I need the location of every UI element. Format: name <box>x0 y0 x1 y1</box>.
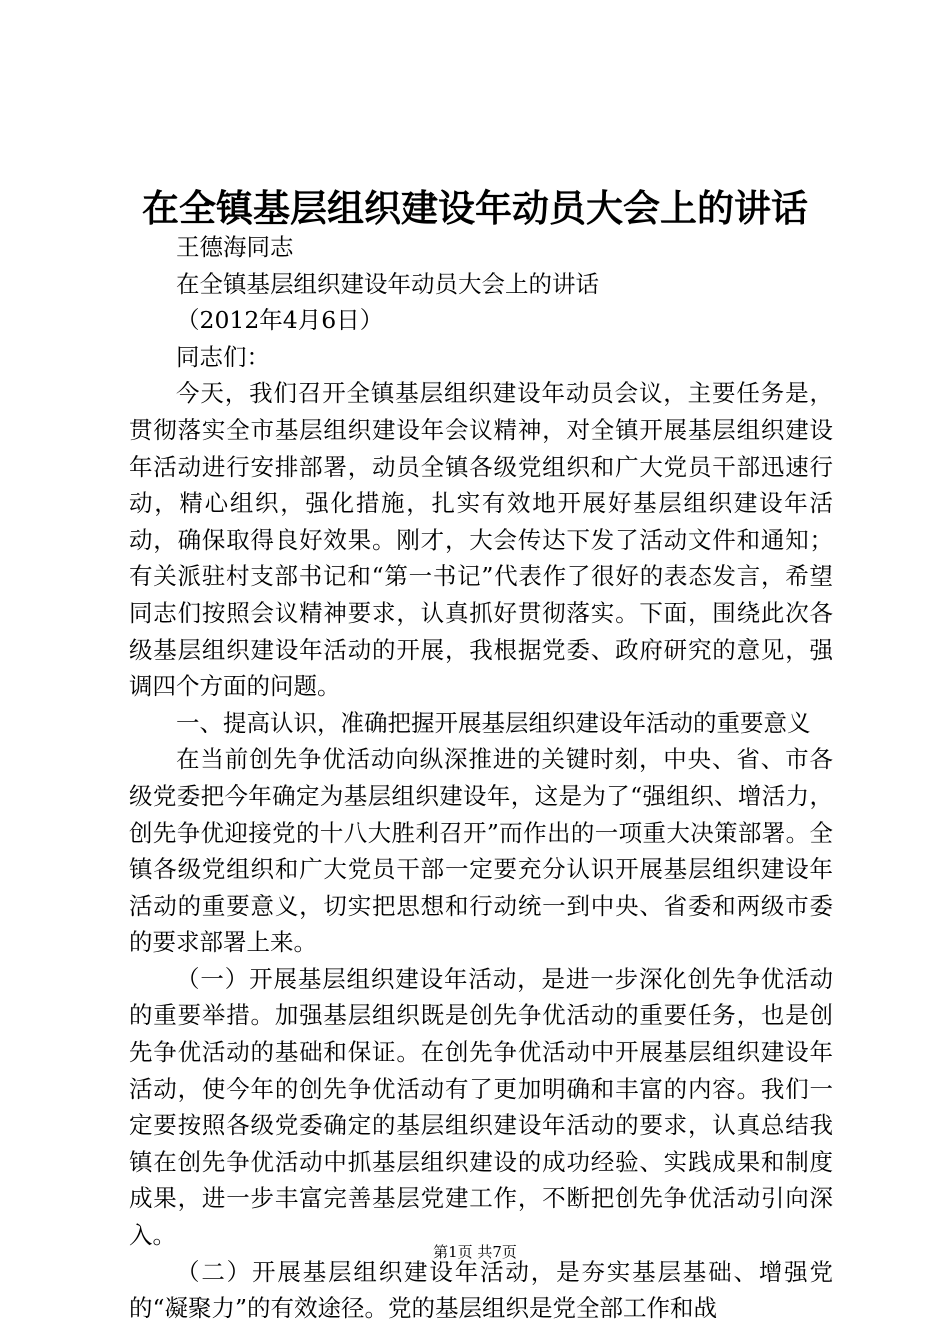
salutation-line: 同志们： <box>176 342 270 371</box>
author-line: 王德海同志 <box>176 233 294 261</box>
paragraph-point-2: （二）开展基层组织建设年活动，是夯实基层基础、增强党的“凝聚力”的有效途径。党的基层组织是党全部工作和战 <box>129 1257 833 1323</box>
paragraph-intro: 今天，我们召开全镇基层组织建设年动员会议，主要任务是，贯彻落实全市基层组织建设年会议精神，对全镇开展基层组织建设年活动进行安排部署，动员全镇各级党组织和广大党员干部迅速行动，精心组织，强化措施，扎实有效地开展好基层组织建设年活动，确保取得良好效果。刚才，大会传达下发了活动文件和通知；有关派驻村支部书记和“第一书记”代表作了很好的表态发言，希望同志们按照会议精神要求，认真抓好贯彻落实。下面，围绕此次各级基层组织建设年活动的开展，我根据党委、政府研究的意见，强调四个方面的问题。 <box>129 379 833 701</box>
date-line: （2012年4月6日） <box>176 306 384 335</box>
document-body <box>129 229 833 1327</box>
page-number-footer: 第1页 共7页 <box>433 1243 517 1261</box>
section-heading-1: 一、提高认识，准确把握开展基层组织建设年活动的重要意义 <box>176 708 811 737</box>
document-title: 在全镇基层组织建设年动员大会上的讲话 <box>142 186 808 230</box>
paragraph-point-1: （一）开展基层组织建设年活动，是进一步深化创先争优活动的重要举措。加强基层组织既是创先争优活动的重要任务，也是创先争优活动的基础和保证。在创先争优活动中开展基层组织建设年活动，使今年的创先争优活动有了更加明确和丰富的内容。我们一定要按照各级党委确定的基层组织建设年活动的要求，认真总结我镇在创先争优活动中抓基层组织建设的成功经验、实践成果和制度成果，进一步丰富完善基层党建工作，不断把创先争优活动引向深入。 <box>129 964 833 1250</box>
paragraph-section-1: 在当前创先争优活动向纵深推进的关键时刻，中央、省、市各级党委把今年确定为基层组织建设年，这是为了“强组织、增活力，创先争优迎接党的十八大胜利召开”而作出的一项重大决策部署。全镇各级党组织和广大党员干部一定要充分认识开展基层组织建设年活动的重要意义，切实把思想和行动统一到中央、省委和两级市委的要求部署上来。 <box>129 745 833 957</box>
subtitle-line: 在全镇基层组织建设年动员大会上的讲话 <box>176 269 599 298</box>
